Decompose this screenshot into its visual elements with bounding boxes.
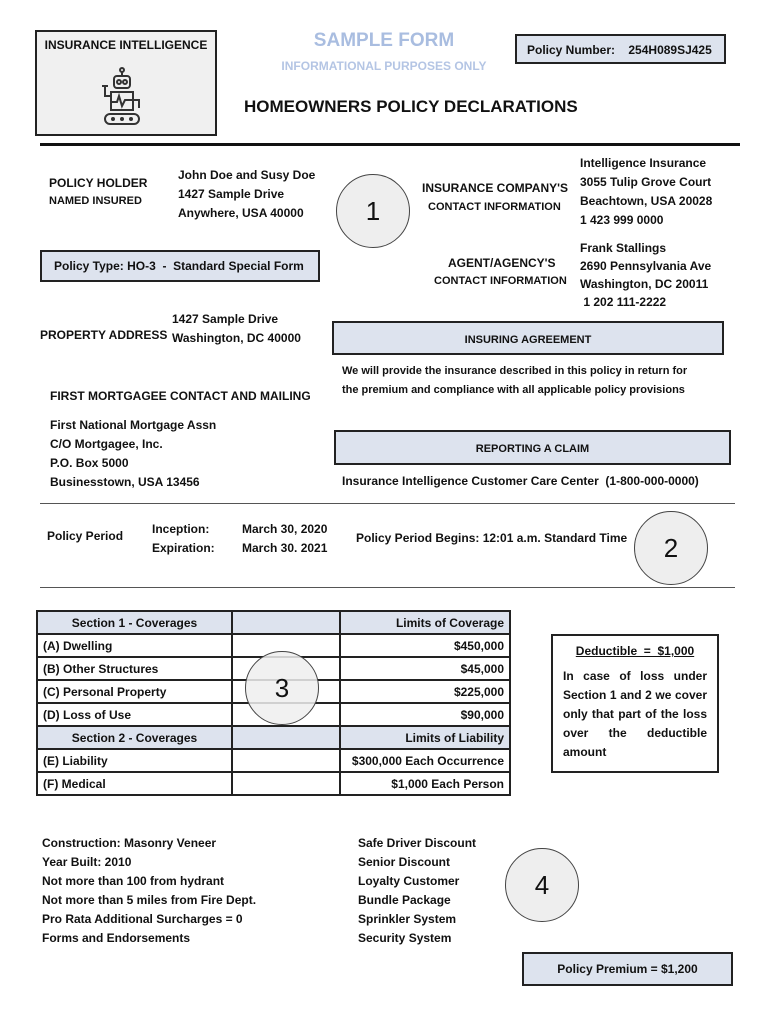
claim-contact: Insurance Intelligence Customer Care Center (1-800-000-0000) bbox=[342, 474, 699, 488]
detail-line: Pro Rata Additional Surcharges = 0 bbox=[42, 912, 243, 926]
coverage-limit: $450,000 bbox=[340, 634, 510, 657]
header-rule bbox=[40, 143, 740, 146]
divider bbox=[40, 587, 735, 588]
divider bbox=[40, 503, 735, 504]
mortgagee-line: First National Mortgage Assn bbox=[50, 418, 217, 432]
property-details bbox=[42, 834, 256, 948]
company-line: Beachtown, USA 20028 bbox=[580, 194, 713, 208]
discount-item: Sprinkler System bbox=[358, 912, 457, 926]
table-row bbox=[37, 772, 510, 795]
marker-4: 4 bbox=[505, 848, 579, 922]
agreement-line: the premium and compliance with all applicable policy provisions bbox=[342, 384, 685, 396]
deductible-title: Deductible = $1,000 bbox=[575, 644, 695, 658]
mortgagee-line: Businesstown, USA 13456 bbox=[50, 475, 200, 489]
mortgagee-line: C/O Mortgagee, Inc. bbox=[50, 437, 163, 451]
marker-3: 3 bbox=[245, 651, 319, 725]
holder-line: 1427 Sample Drive bbox=[178, 187, 285, 201]
agent-sublabel: CONTACT INFORMATION bbox=[434, 275, 567, 287]
company-line: 1 423 999 0000 bbox=[580, 213, 664, 227]
reporting-claim-box bbox=[334, 430, 731, 465]
table-header-row bbox=[37, 726, 510, 749]
policy-number: 254H089SJ425 bbox=[628, 43, 712, 57]
coverage-limit: $1,000 Each Person bbox=[340, 772, 510, 795]
policy-number-label: Policy Number: bbox=[527, 43, 616, 57]
discount-item: Bundle Package bbox=[358, 893, 451, 907]
agent-info bbox=[580, 239, 711, 311]
mortgagee-info bbox=[50, 416, 216, 492]
mortgagee-title: FIRST MORTGAGEE CONTACT AND MAILING bbox=[50, 389, 311, 403]
coverage-limit: $90,000 bbox=[340, 703, 510, 726]
policy-type-box bbox=[40, 250, 320, 282]
coverage-name: (B) Other Structures bbox=[37, 657, 232, 680]
named-insured-label: NAMED INSURED bbox=[49, 195, 142, 207]
empty-cell bbox=[232, 772, 340, 795]
deductible-text: In case of loss under Section 1 and 2 we cover only that part of the loss over the deductible amount bbox=[563, 669, 707, 759]
property-line: Washington, DC 40000 bbox=[172, 331, 301, 345]
detail-line: Not more than 100 from hydrant bbox=[42, 874, 225, 888]
insuring-agreement-box bbox=[332, 321, 724, 355]
coverage-name: (C) Personal Property bbox=[37, 680, 232, 703]
company-info bbox=[580, 154, 712, 230]
policy-holder-label: POLICY HOLDER bbox=[49, 176, 148, 190]
coverage-name: (D) Loss of Use bbox=[37, 703, 232, 726]
company-line: Intelligence Insurance bbox=[580, 156, 707, 170]
limits-liability-header: Limits of Liability bbox=[340, 726, 510, 749]
marker-2: 2 bbox=[634, 511, 708, 585]
detail-line: Forms and Endorsements bbox=[42, 931, 191, 945]
property-address-label: PROPERTY ADDRESS bbox=[40, 328, 168, 342]
logo-text: INSURANCE INTELLIGENCE bbox=[44, 38, 208, 52]
coverage-limit: $45,000 bbox=[340, 657, 510, 680]
sample-form-title: SAMPLE FORM bbox=[313, 30, 455, 51]
robot-icon bbox=[99, 66, 145, 128]
company-label: INSURANCE COMPANY'S bbox=[422, 181, 568, 195]
insuring-agreement-title: INSURING AGREEMENT bbox=[464, 334, 592, 346]
agreement-line: We will provide the insurance described in this policy in return for bbox=[342, 365, 688, 377]
holder-line: Anywhere, USA 40000 bbox=[178, 206, 304, 220]
policy-number-box bbox=[515, 34, 726, 64]
agent-line: 1 202 111-2222 bbox=[580, 295, 667, 309]
empty-cell bbox=[232, 611, 340, 634]
coverage-limit: $225,000 bbox=[340, 680, 510, 703]
policy-holder-info bbox=[178, 166, 315, 223]
coverage-name: (F) Medical bbox=[37, 772, 232, 795]
limits-coverage-header: Limits of Coverage bbox=[340, 611, 510, 634]
detail-line: Construction: Masonry Veneer bbox=[42, 836, 217, 850]
property-address bbox=[172, 310, 301, 348]
coverage-name: (E) Liability bbox=[37, 749, 232, 772]
policy-premium: Policy Premium = $1,200 bbox=[557, 962, 698, 976]
company-line: 3055 Tulip Grove Court bbox=[580, 175, 712, 189]
empty-cell bbox=[232, 726, 340, 749]
table-header-row bbox=[37, 611, 510, 634]
holder-line: John Doe and Susy Doe bbox=[178, 168, 316, 182]
section2-header: Section 2 - Coverages bbox=[37, 726, 232, 749]
logo-box bbox=[35, 30, 217, 136]
agent-line: 2690 Pennsylvania Ave bbox=[580, 259, 712, 273]
empty-cell bbox=[232, 749, 340, 772]
mortgagee-line: P.O. Box 5000 bbox=[50, 456, 129, 470]
policy-type: Policy Type: HO-3 - Standard Special Form bbox=[54, 259, 304, 273]
agent-label: AGENT/AGENCY'S bbox=[448, 256, 556, 270]
discounts-list bbox=[358, 834, 476, 948]
discount-item: Safe Driver Discount bbox=[358, 836, 477, 850]
period-begins: Policy Period Begins: 12:01 a.m. Standard Time bbox=[356, 531, 628, 545]
discount-item: Security System bbox=[358, 931, 452, 945]
inception-label: Inception: bbox=[152, 522, 210, 536]
deductible-box bbox=[551, 634, 719, 773]
insuring-agreement-text bbox=[342, 362, 687, 400]
property-line: 1427 Sample Drive bbox=[172, 312, 279, 326]
policy-period-label: Policy Period bbox=[47, 529, 124, 543]
section1-header: Section 1 - Coverages bbox=[37, 611, 232, 634]
expiration-label: Expiration: bbox=[152, 541, 215, 555]
marker-1: 1 bbox=[336, 174, 410, 248]
company-sublabel: CONTACT INFORMATION bbox=[428, 201, 561, 213]
agent-line: Frank Stallings bbox=[580, 241, 667, 255]
detail-line: Year Built: 2010 bbox=[42, 855, 132, 869]
table-row bbox=[37, 749, 510, 772]
detail-line: Not more than 5 miles from Fire Dept. bbox=[42, 893, 257, 907]
discount-item: Loyalty Customer bbox=[358, 874, 460, 888]
discount-item: Senior Discount bbox=[358, 855, 451, 869]
inception-date: March 30, 2020 bbox=[242, 522, 328, 536]
document-title: HOMEOWNERS POLICY DECLARATIONS bbox=[244, 97, 578, 116]
coverage-name: (A) Dwelling bbox=[37, 634, 232, 657]
coverage-limit: $300,000 Each Occurrence bbox=[340, 749, 510, 772]
agent-line: Washington, DC 20011 bbox=[580, 277, 709, 291]
reporting-claim-title: REPORTING A CLAIM bbox=[475, 443, 590, 455]
policy-premium-box bbox=[522, 952, 733, 986]
expiration-date: March 30. 2021 bbox=[242, 541, 328, 555]
sample-form-subtitle: INFORMATIONAL PURPOSES ONLY bbox=[281, 59, 487, 73]
